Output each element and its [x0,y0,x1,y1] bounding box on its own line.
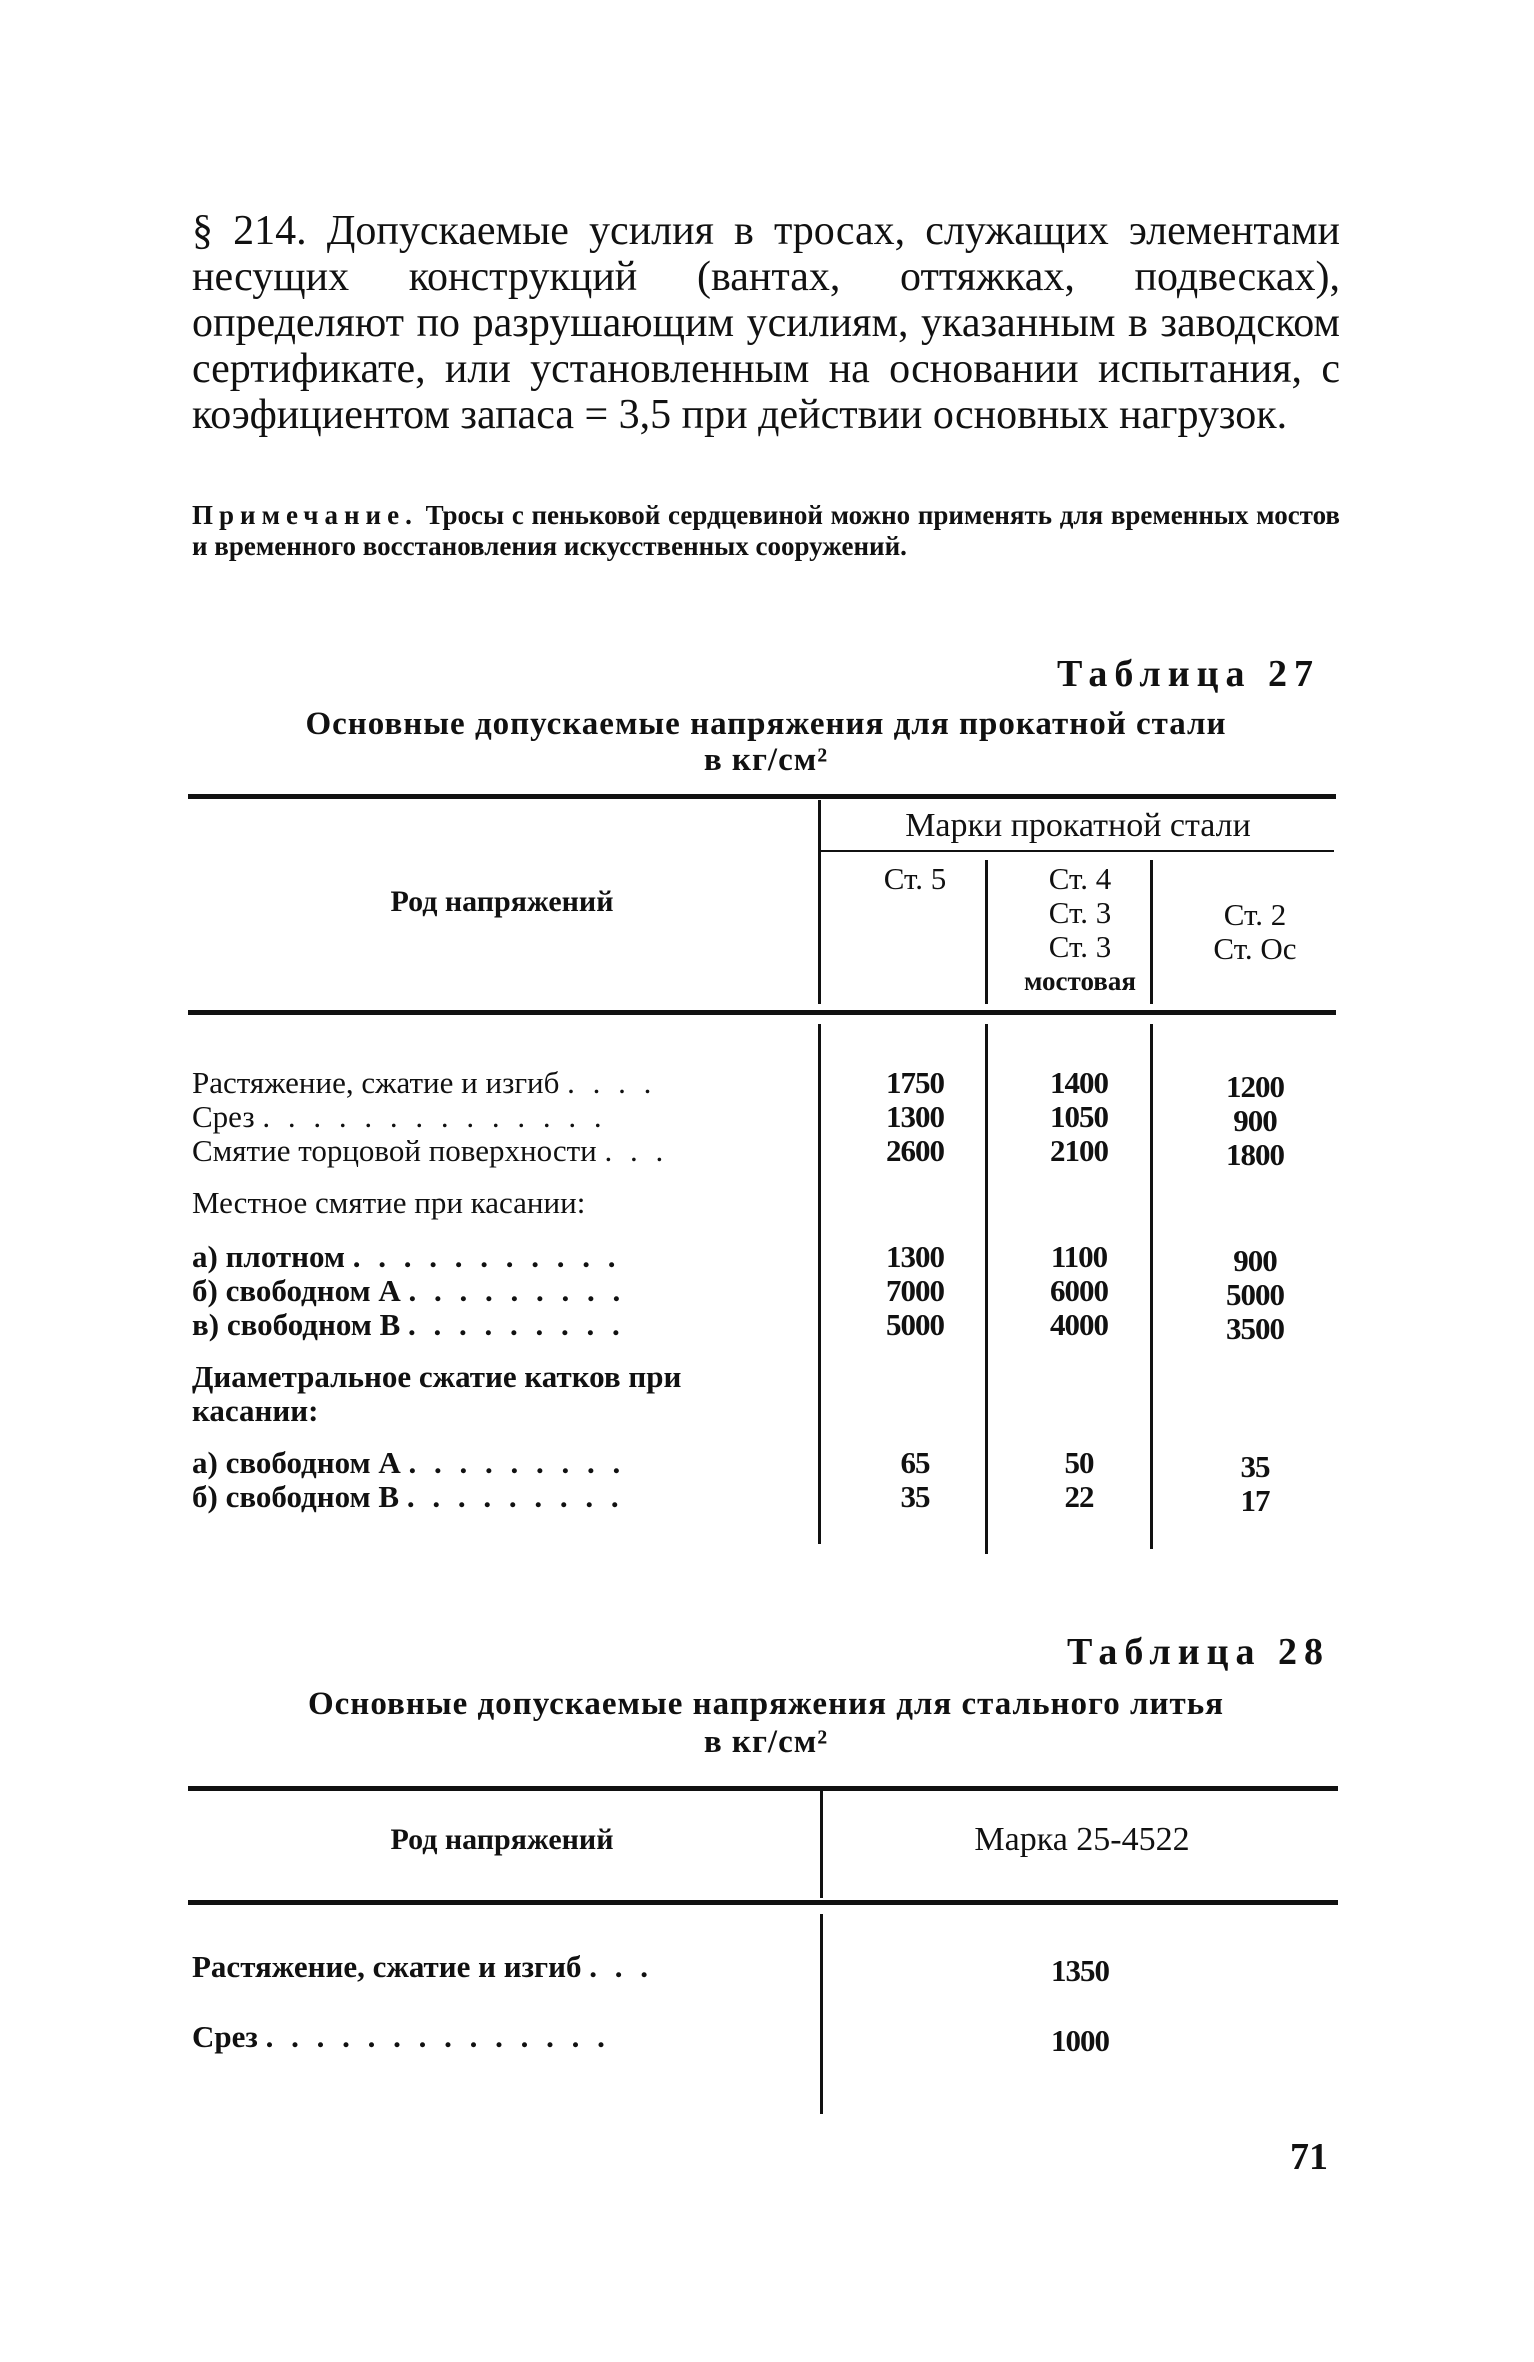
table-27-cell: 1200 [1226,1069,1284,1104]
table-27-header-rule [188,1010,1336,1015]
table-27-cell: 7000 [886,1273,944,1308]
table-27-cell: 35 [900,1479,930,1514]
table-27-group-rule [820,850,1334,852]
table-27-units: в кг/см² [703,742,829,778]
table-27-cell: 35 [1240,1449,1270,1484]
table-28-top-rule [188,1786,1338,1791]
table-27-row: Растяжение, сжатие и изгиб . . . . [192,1066,657,1100]
table-27-cell: 1750 [886,1065,944,1100]
table-27-cell: 1050 [1050,1099,1108,1134]
table-27-row: Диаметральное сжатие катков при [192,1360,682,1394]
table-28-units: в кг/см² [703,1724,829,1760]
table-27-cell: 4000 [1050,1307,1108,1342]
table-28-caption: Таблица 28 [1066,1631,1330,1673]
table-27-cell: 3500 [1226,1311,1284,1346]
page-number: 71 [1290,2136,1328,2178]
table-28-body-divider [820,1914,823,2114]
table-27-body-divider-1 [985,1024,988,1554]
table-27-cell: 65 [900,1445,930,1480]
paragraph-214: § 214. Допускаемые усилия в тросах, служащих элементами несущих конструкций (вантах, оттяжках, подвесках), определяют по разрушающим усилиям, указанным в заводском сертификате, или установленным на основании испытания, с коэфициентом запаса = 3,5 при действии основных нагрузок. [192,208,1340,438]
table-27-row: б) свободном А . . . . . . . . . [192,1274,626,1308]
col2-line-2: Ст. 3 [1048,895,1112,930]
note-text: Тросы с пеньковой сердцевиной можно применять для временных мостов и временного восстановления искусственных сооружений. [192,500,1341,561]
table-28-header-col: Марка 25-4522 [974,1821,1190,1858]
table-27-cell: 900 [1233,1103,1277,1138]
table-27-col-divider-2 [1150,860,1153,1004]
table-27-row: в) свободном В . . . . . . . . . [192,1308,625,1342]
table-27-header-stub: Род напряжений [390,885,614,918]
table-28-cell: 1000 [1051,2023,1109,2058]
col2-line-1: Ст. 4 [1048,861,1112,896]
table-27-cell: 22 [1064,1479,1094,1514]
table-27-row: касании: [192,1394,319,1428]
table-28-header-stub: Род напряжений [390,1823,614,1856]
table-28-header-rule [188,1900,1338,1905]
col3-line-1: Ст. 2 [1223,897,1287,932]
table-27-col2-header [1000,862,1160,998]
table-27-cell: 50 [1064,1445,1094,1480]
table-27-cell: 2600 [886,1133,944,1168]
table-27-body-divider-2 [1150,1024,1153,1549]
table-27-col1-header: Ст. 5 [883,861,947,896]
table-28-header-divider [820,1790,823,1898]
table-27-top-rule [188,794,1336,799]
table-27-cell: 2100 [1050,1133,1108,1168]
col2-line-4: мостовая [1024,966,1136,996]
note [192,500,1340,562]
table-27-row: б) свободном В . . . . . . . . . [192,1480,624,1514]
table-27-cell: 1400 [1050,1065,1108,1100]
table-27-row: Смятие торцовой поверхности . . . [192,1134,669,1168]
table-27-row: а) свободном А . . . . . . . . . [192,1446,626,1480]
table-27-cell: 1300 [886,1099,944,1134]
table-27-stub-divider [818,800,821,1004]
table-28-cell: 1350 [1051,1953,1109,1988]
table-27-row: Срез . . . . . . . . . . . . . . [192,1100,607,1134]
table-27-cell: 900 [1233,1243,1277,1278]
col3-line-2: Ст. Ос [1213,931,1297,966]
table-27-cell: 6000 [1050,1273,1108,1308]
table-27-cell: 1300 [886,1239,944,1274]
table-27-cell: 5000 [1226,1277,1284,1312]
table-28-title: Основные допускаемые напряжения для стального литья [307,1686,1224,1722]
table-27-cell: 17 [1240,1483,1270,1518]
table-28-row: Срез . . . . . . . . . . . . . . [192,2020,610,2054]
col2-line-3: Ст. 3 [1048,929,1112,964]
table-27-cell: 1800 [1226,1137,1284,1172]
table-27-col-divider-1 [985,860,988,1004]
note-label: Примечание. [192,500,418,530]
table-27-header-group: Марки прокатной стали [905,807,1251,844]
table-27-row: Местное смятие при касании: [192,1186,586,1220]
table-27-caption: Таблица 27 [1056,653,1320,695]
table-27-title: Основные допускаемые напряжения для прокатной стали [305,706,1227,742]
table-27-cell: 5000 [886,1307,944,1342]
table-27-col3-header [1175,898,1335,966]
table-27-cell: 1100 [1050,1239,1108,1274]
table-28-row: Растяжение, сжатие и изгиб . . . [192,1950,653,1984]
table-27-row: а) плотном . . . . . . . . . . . [192,1240,621,1274]
table-27-body-divider-stub [818,1024,821,1544]
